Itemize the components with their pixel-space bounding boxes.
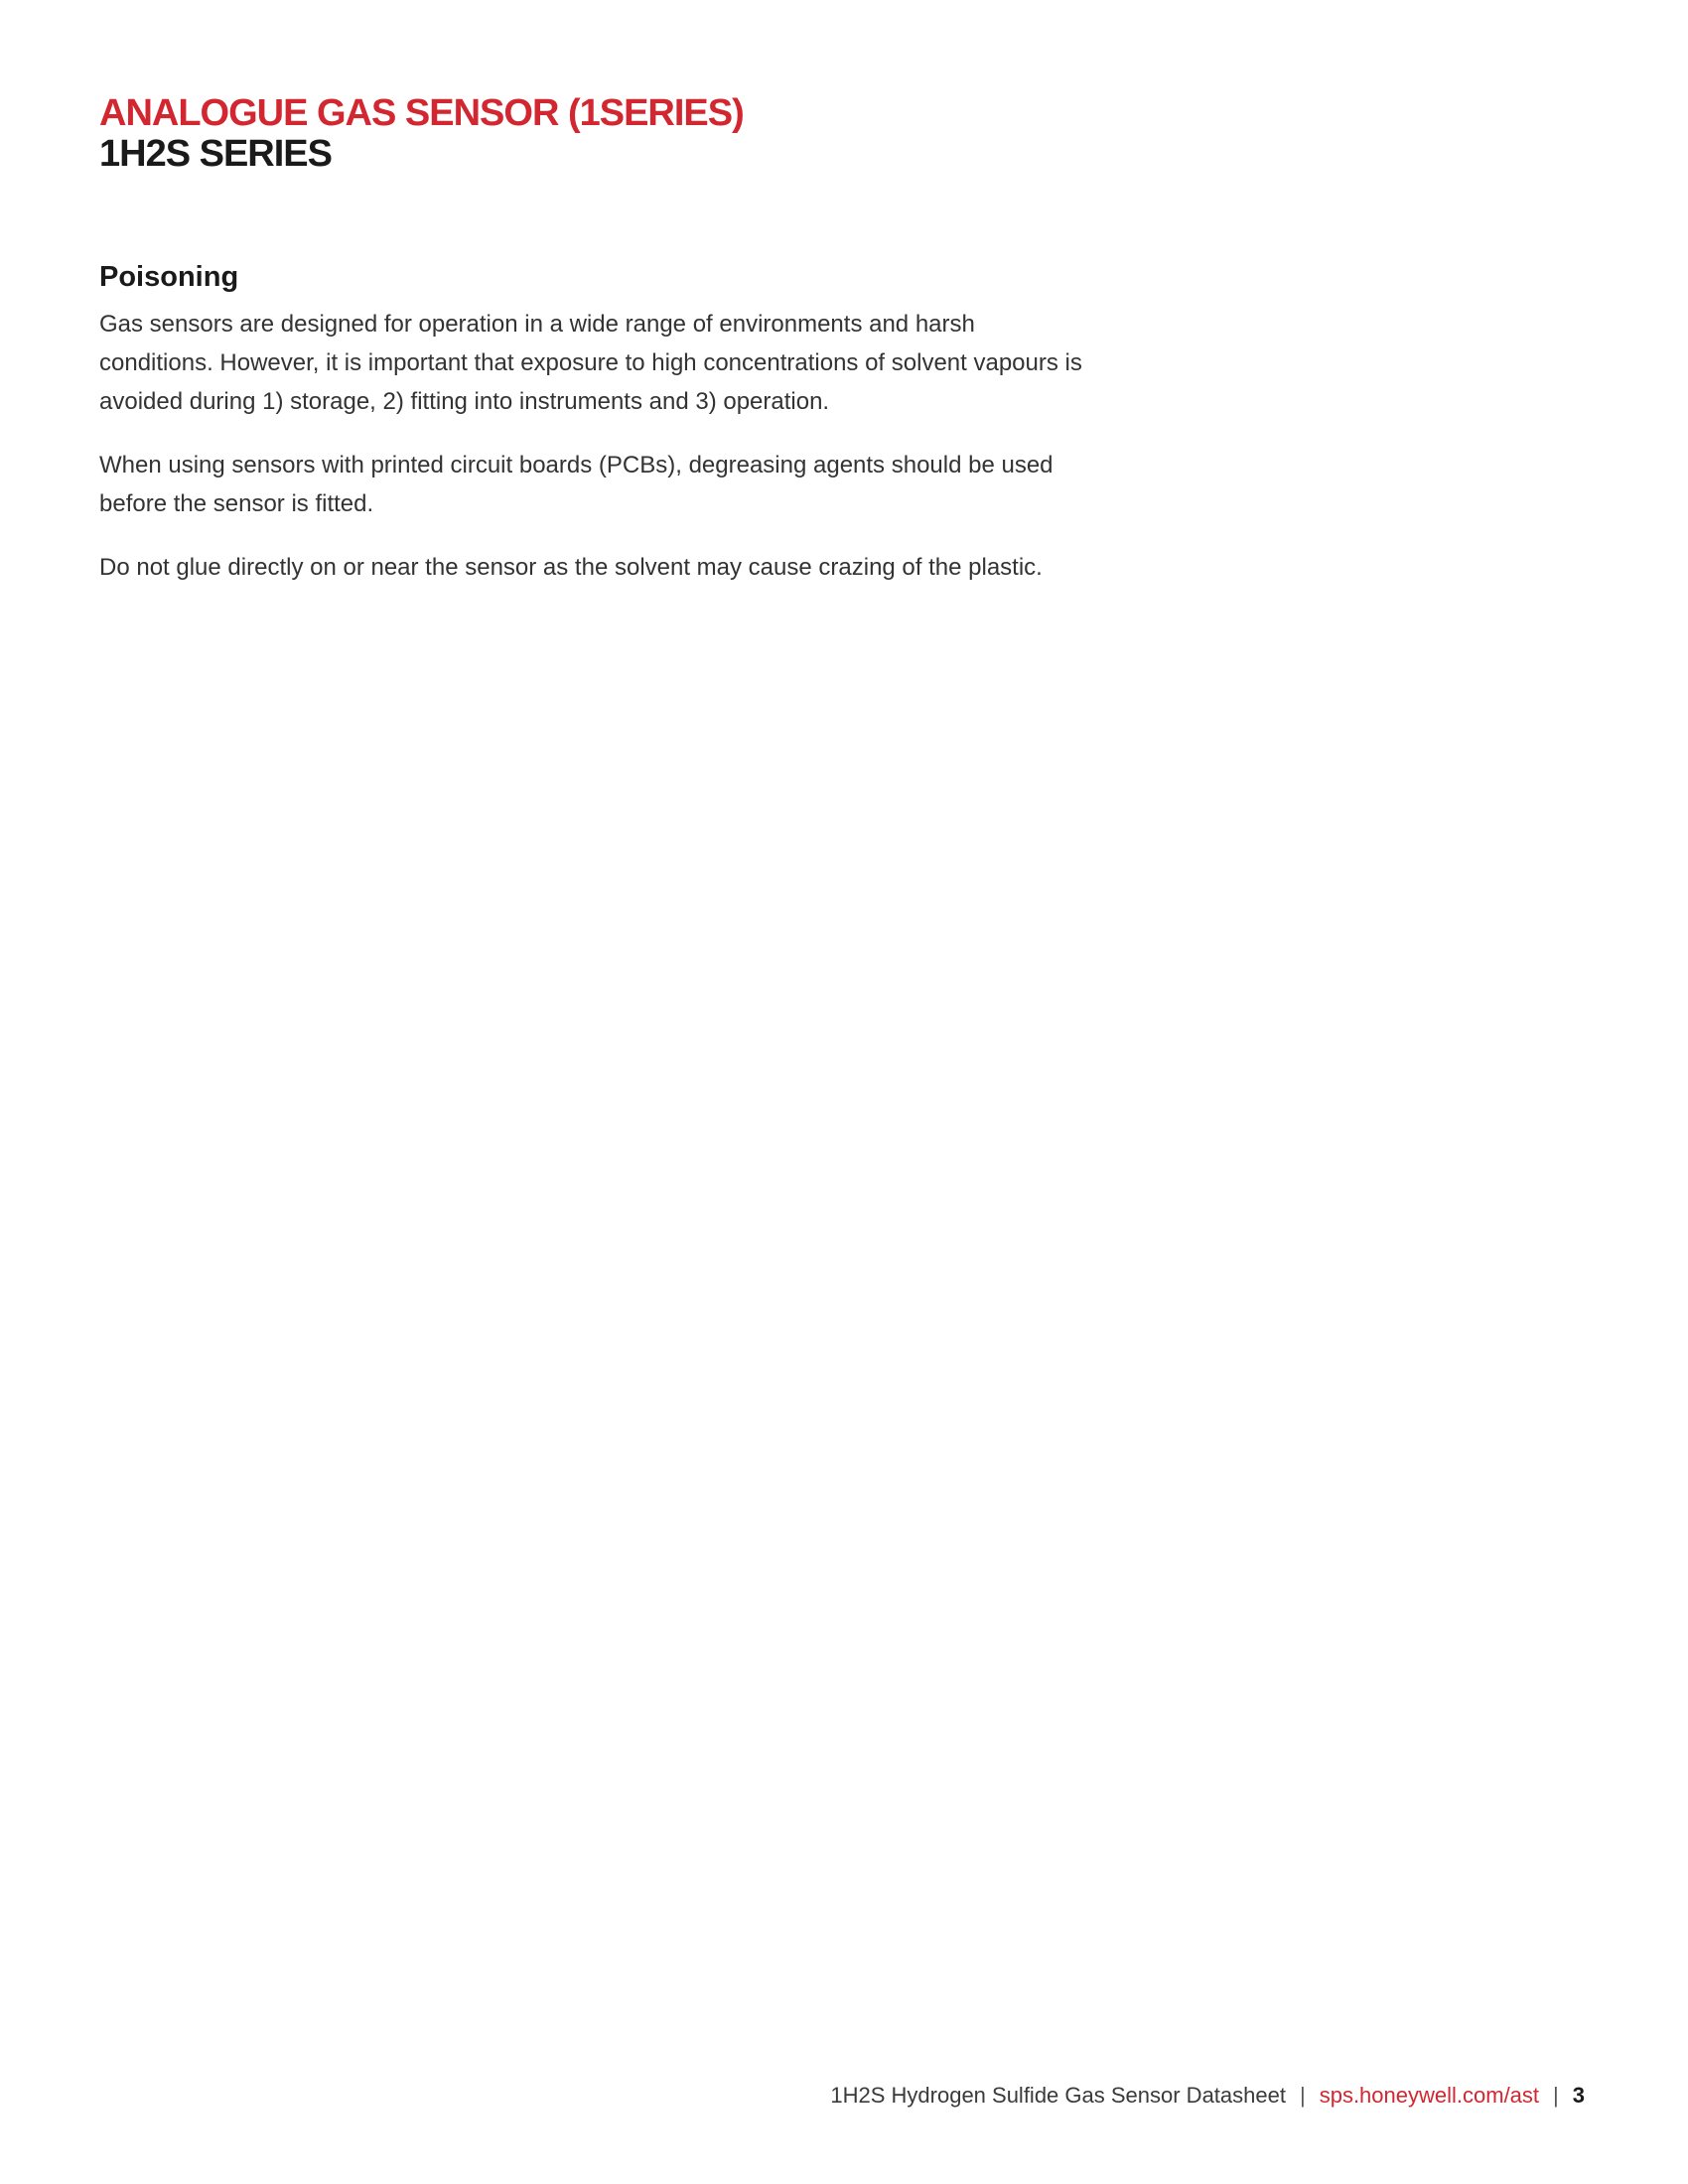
document-title: ANALOGUE GAS SENSOR (1SERIES) — [99, 92, 744, 134]
footer-website-link[interactable]: sps.honeywell.com/ast — [1319, 2083, 1540, 2108]
section-heading: Poisoning — [99, 261, 239, 293]
paragraph-glue-warning: Do not glue directly on or near the sensor as the solvent may cause crazing of the plastic. — [99, 554, 1043, 581]
page-number: 3 — [1572, 2083, 1585, 2108]
paragraph-solvent-exposure: Gas sensors are designed for operation in a wide range of environments and harsh conditions. However, it is important that exposure to high concentrations of solvent vapours is avoided during 1) storage, 2) fitting into instruments and 3) operation. — [99, 311, 1082, 415]
page-footer — [830, 2081, 1585, 2111]
document-subtitle: 1H2S SERIES — [99, 133, 332, 175]
footer-separator: | — [1299, 2083, 1306, 2108]
paragraph-pcb-degreasing: When using sensors with printed circuit boards (PCBs), degreasing agents should be used before the sensor is fitted. — [99, 452, 1054, 517]
footer-doc-title: 1H2S Hydrogen Sulfide Gas Sensor Datasheet — [830, 2083, 1286, 2108]
poisoning-section — [99, 257, 1082, 612]
page-header — [99, 93, 1291, 175]
footer-separator: | — [1553, 2083, 1559, 2108]
